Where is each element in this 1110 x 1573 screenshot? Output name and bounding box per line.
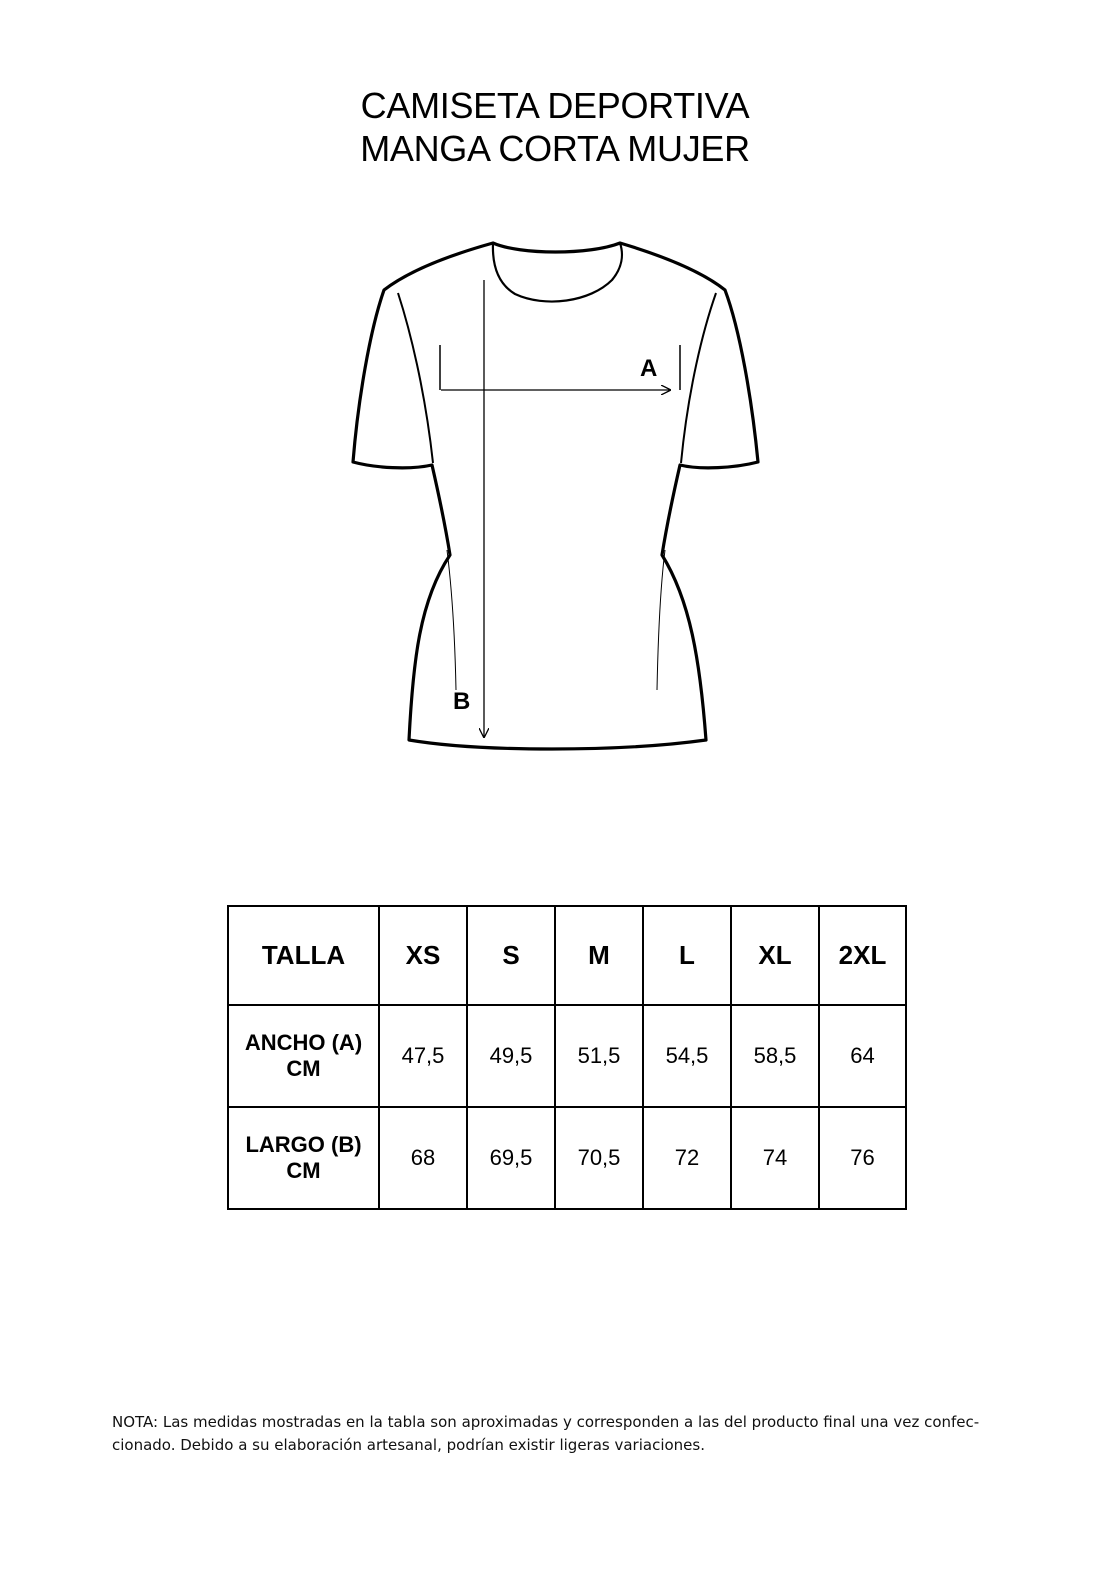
size-table <box>227 905 907 1210</box>
tshirt-right-sleeve-seam <box>681 293 716 463</box>
table-cell: 51,5 <box>555 1005 643 1107</box>
table-cell: 76 <box>819 1107 906 1209</box>
table-row <box>228 1107 906 1209</box>
page-title <box>0 84 1110 170</box>
table-header-cell: XL <box>731 906 819 1005</box>
row-label-unit: CM <box>286 1056 321 1081</box>
table-cell: 68 <box>379 1107 467 1209</box>
table-cell: 72 <box>643 1107 731 1209</box>
row-label <box>228 1107 379 1209</box>
row-label-line: LARGO (B) <box>245 1132 362 1157</box>
row-label <box>228 1005 379 1107</box>
table-cell: 47,5 <box>379 1005 467 1107</box>
row-label-unit: CM <box>286 1158 321 1183</box>
table-cell: 70,5 <box>555 1107 643 1209</box>
table-header-cell: M <box>555 906 643 1005</box>
tshirt-left-sleeve-seam <box>398 293 433 463</box>
title-line-1: CAMISETA DEPORTIVA <box>360 85 750 126</box>
table-header-cell: XS <box>379 906 467 1005</box>
table-cell: 49,5 <box>467 1005 555 1107</box>
table-cell: 64 <box>819 1005 906 1107</box>
tshirt-diagram <box>340 230 770 760</box>
table-cell: 74 <box>731 1107 819 1209</box>
table-header-cell: 2XL <box>819 906 906 1005</box>
table-cell: 69,5 <box>467 1107 555 1209</box>
title-line-2: MANGA CORTA MUJER <box>360 128 750 169</box>
footnote-line-2: cionado. Debido a su elaboración artesanal, podrían existir ligeras variaciones. <box>112 1436 705 1454</box>
table-row <box>228 1005 906 1107</box>
table-header-row <box>228 906 906 1005</box>
measure-a-label: A <box>640 355 658 382</box>
footnote-line-1: NOTA: Las medidas mostradas en la tabla son aproximadas y corresponden a las del producto final una vez confec- <box>112 1413 980 1431</box>
table-header-cell: L <box>643 906 731 1005</box>
table-header-cell: S <box>467 906 555 1005</box>
measure-b-label: B <box>453 688 471 715</box>
table-cell: 58,5 <box>731 1005 819 1107</box>
row-label-line: ANCHO (A) <box>244 1030 363 1055</box>
tshirt-outline <box>353 243 758 749</box>
table-header-cell: TALLA <box>228 906 379 1005</box>
footnote <box>112 1411 1002 1457</box>
table-cell: 54,5 <box>643 1005 731 1107</box>
